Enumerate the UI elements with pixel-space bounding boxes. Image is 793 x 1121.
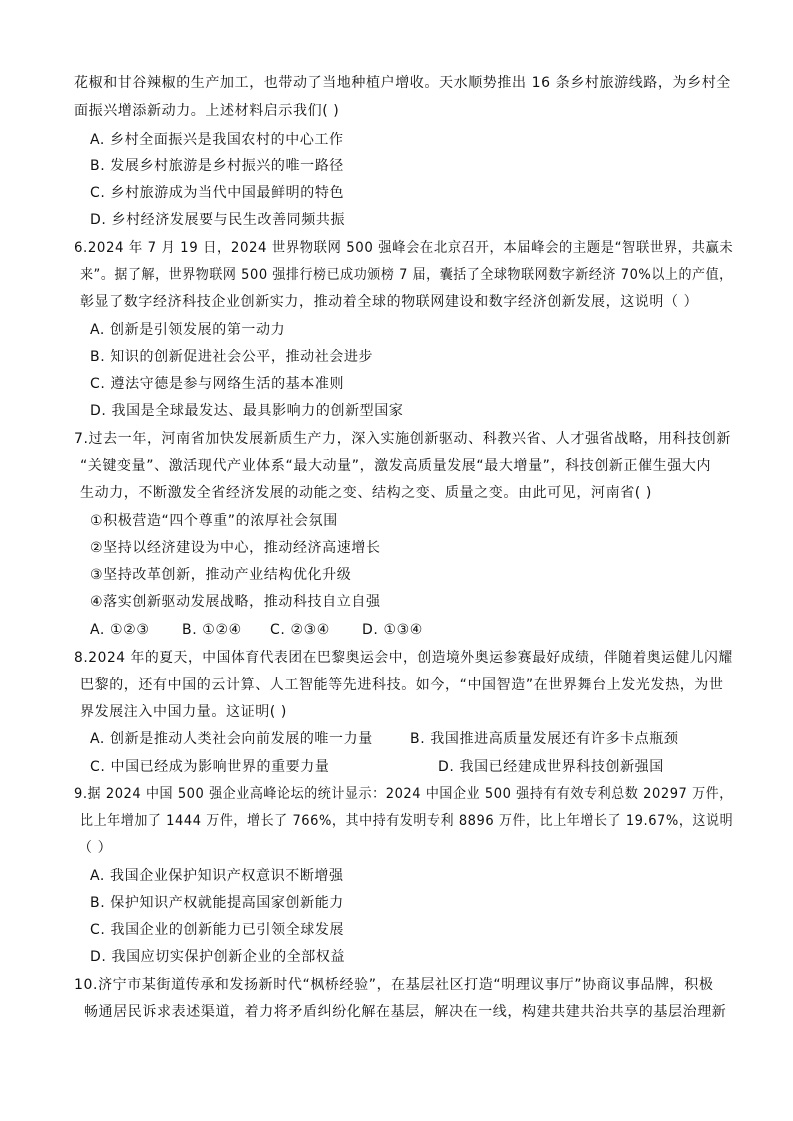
- question-7-text-line: 生动力，不断激发全省经济发展的动能之变、结构之变、质量之变。由此可见，河南省( ): [80, 485, 652, 501]
- question-9-text-line: 比上年增加了 1444 万件，增长了 766%，其中持有发明专利 8896 万件，比上年增长了 19.67%，这说明: [80, 813, 734, 829]
- question-8-text-line: 8.2024 年的夏天，中国体育代表团在巴黎奥运会中，创造境外奥运参赛最好成绩，伴随着奥运健儿闪耀: [74, 650, 733, 666]
- question-6-text-line: 彰显了数字经济科技企业创新实力，推动着全球的物联网建设和数字经济创新发展，这说明（ ）: [80, 294, 699, 310]
- question-10-text-line: 畅通居民诉求表述渠道，着力将矛盾纠纷化解在基层，解决在一线，构建共建共治共享的基层治理新: [84, 1004, 727, 1020]
- question-9-option-c: C. 我国企业的创新能力已引领全球发展: [90, 922, 345, 938]
- question-9-text-line: 9.据 2024 中国 500 强企业高峰论坛的统计显示：2024 中国企业 500 强持有有效专利总数 20297 万件，: [74, 786, 733, 802]
- question-7-text-line: 7.过去一年，河南省加快发展新质生产力，深入实施创新驱动、科教兴省、人才强省战略，用科技创新: [74, 431, 731, 447]
- question-6-option-b: B. 知识的创新促进社会公平，推动社会进步: [90, 349, 374, 365]
- question-7-option-c: C. ②③④: [270, 622, 330, 638]
- question-5-option-d: D. 乡村经济发展要与民生改善同频共振: [90, 212, 346, 228]
- question-7-option-a: A. ①②③: [90, 622, 150, 638]
- question-5-option-a: A. 乡村全面振兴是我国农村的中心工作: [90, 132, 344, 148]
- question-6-option-a: A. 创新是引领发展的第一动力: [90, 322, 286, 338]
- question-7-option-d: D. ①③④: [362, 622, 423, 638]
- question-8-text-line: 巴黎的，还有中国的云计算、人工智能等先进科技。如今，“中国智造”在世界舞台上发光发热，为世: [80, 677, 724, 693]
- question-6-text-line: 6.2024 年 7 月 19 日，2024 世界物联网 500 强峰会在北京召开，本届峰会的主题是“智联世界，共赢未: [74, 240, 734, 256]
- question-5-option-b: B. 发展乡村旅游是乡村振兴的唯一路径: [90, 158, 344, 174]
- question-9-text-line: （ ）: [78, 840, 113, 856]
- question-8-option-b: B. 我国推进高质量发展还有许多卡点瓶颈: [410, 731, 679, 747]
- question-7-statement-3: ③坚持改革创新，推动产业结构优化升级: [90, 567, 352, 583]
- question-8-option-a: A. 创新是推动人类社会向前发展的唯一力量: [90, 731, 373, 747]
- question-7-text-line: “关键变量”、激活现代产业体系“最大动量”，激发高质量发展“最大增量”，科技创新正催生强大内: [80, 458, 712, 474]
- question-5-text-line: 花椒和甘谷辣椒的生产加工，也带动了当地种植户增收。天水顺势推出 16 条乡村旅游线路，为乡村全: [74, 75, 731, 91]
- question-9-option-a: A. 我国企业保护知识产权意识不断增强: [90, 868, 344, 884]
- question-9-option-b: B. 保护知识产权就能提高国家创新能力: [90, 895, 344, 911]
- question-6-option-c: C. 遵法守德是参与网络生活的基本准则: [90, 376, 345, 392]
- question-6-option-d: D. 我国是全球最发达、最具影响力的创新型国家: [90, 403, 404, 419]
- question-8-text-line: 界发展注入中国力量。这证明( ): [80, 704, 287, 720]
- question-10-text-line: 10.济宁市某街道传承和发扬新时代“枫桥经验”，在基层社区打造“明理议事厅”协商议事品牌，积极: [74, 977, 714, 993]
- question-7-option-b: B. ①②④: [182, 622, 242, 638]
- question-5-text-line: 面振兴增添新动力。上述材料启示我们( ): [74, 103, 340, 119]
- question-7-statement-1: ①积极营造“四个尊重”的浓厚社会氛围: [90, 513, 338, 529]
- question-5-option-c: C. 乡村旅游成为当代中国最鲜明的特色: [90, 185, 345, 201]
- question-7-statement-4: ④落实创新驱动发展战略，推动科技自立自强: [90, 594, 381, 610]
- question-7-statement-2: ②坚持以经济建设为中心，推动经济高速增长: [90, 540, 381, 556]
- question-8-option-c: C. 中国已经成为影响世界的重要力量: [90, 759, 330, 775]
- question-6-text-line: 来”。据了解，世界物联网 500 强排行榜已成功颁榜 7 届，囊括了全球物联网数字新经济 70%以上的产值，: [80, 267, 733, 283]
- question-8-option-d: D. 我国已经建成世界科技创新强国: [438, 759, 664, 775]
- question-9-option-d: D. 我国应切实保护创新企业的全部权益: [90, 949, 346, 965]
